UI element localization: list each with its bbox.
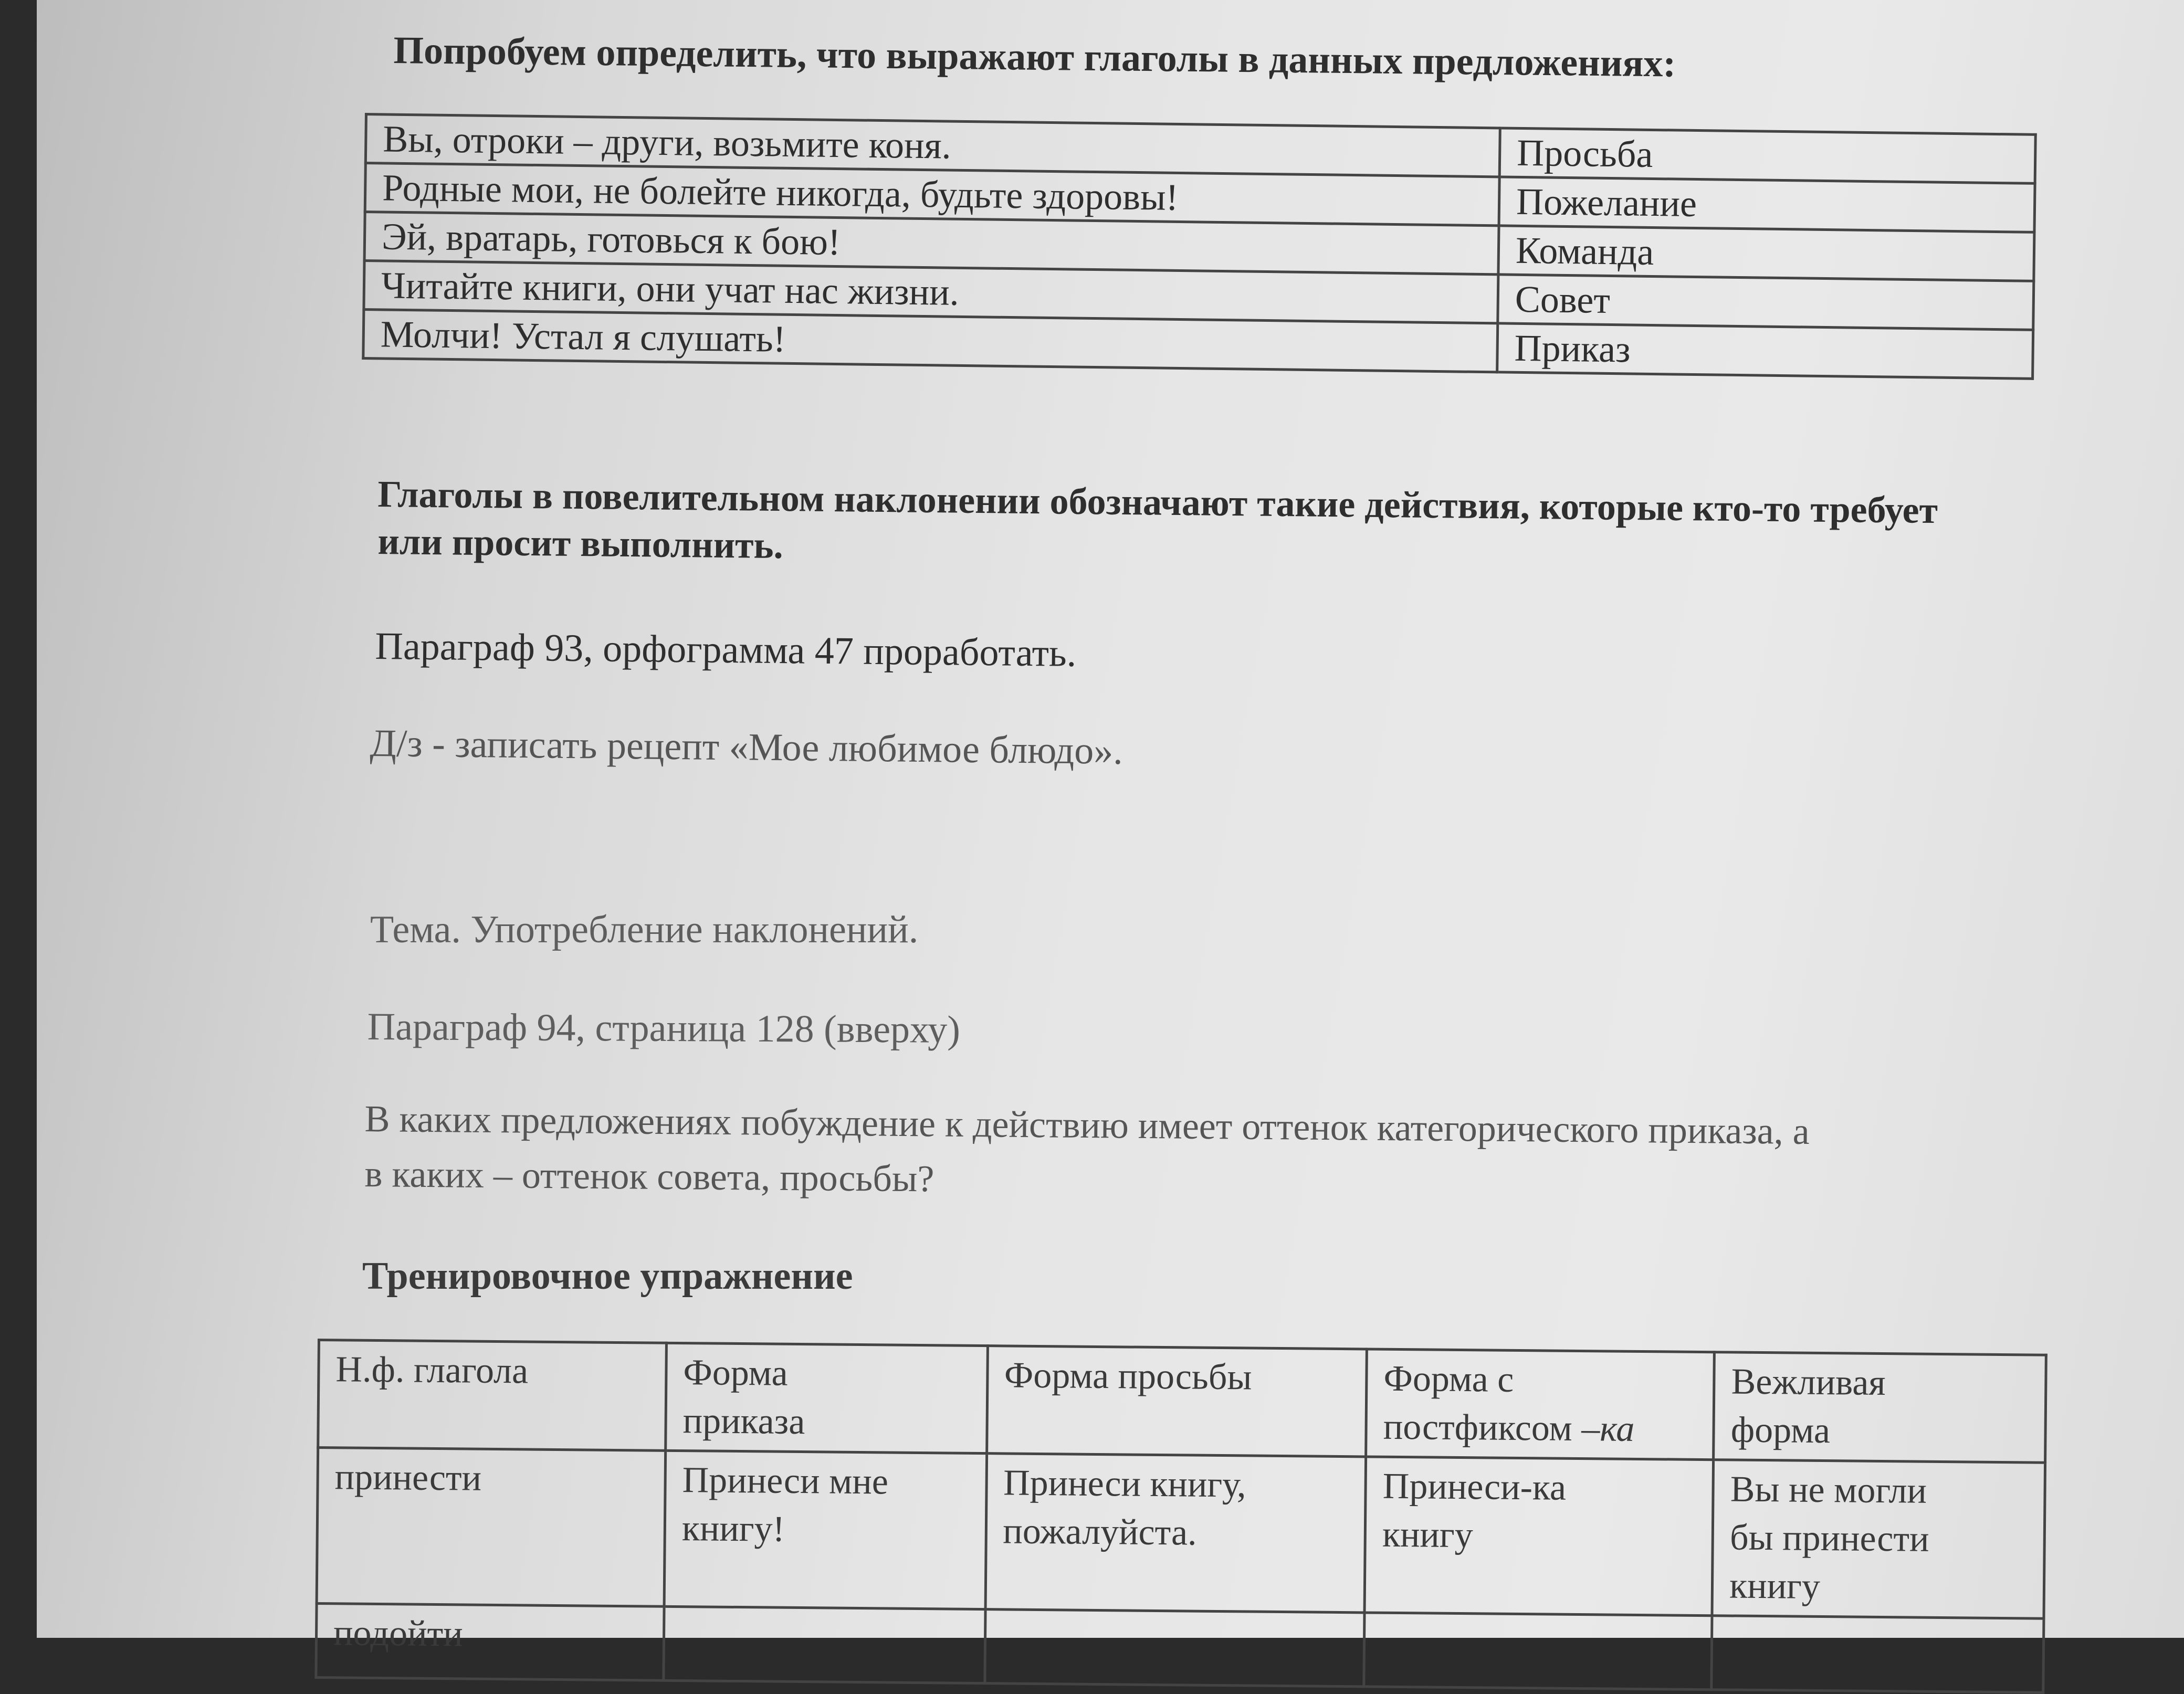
header-command <box>666 1343 988 1453</box>
definition-line-1: Глаголы в повелительном наклонении обозначают такие действия, которые кто-то требует <box>377 472 1938 532</box>
header-postfix-line-1: Форма с <box>1383 1358 1514 1400</box>
request-line-2: пожалуйста. <box>1003 1511 1197 1553</box>
meaning-cell: Команда <box>1498 226 2034 281</box>
postfix-cell <box>1364 1457 1714 1616</box>
sentence-cell: Вы, отроки – други, возьмите коня. <box>365 114 1500 177</box>
verb-meaning-table <box>362 113 2037 380</box>
header-postfix <box>1366 1349 1715 1460</box>
table-row <box>316 1604 2044 1693</box>
header-request: Форма просьбы <box>986 1346 1367 1457</box>
homework-text: Д/з - записать рецепт «Мое любимое блюдо». <box>370 721 1124 773</box>
postfix-line-2: книгу <box>1382 1514 1474 1556</box>
header-command-line-2: приказа <box>682 1401 805 1443</box>
header-postfix-italic: ка <box>1599 1408 1635 1449</box>
exercise-table <box>314 1339 2048 1694</box>
command-line-1: Принеси мне <box>682 1460 889 1502</box>
paragraph-reference: Параграф 94, страница 128 (вверху) <box>367 1005 961 1051</box>
meaning-cell: Приказ <box>1497 323 2033 378</box>
exercise-title: Тренировочное упражнение <box>362 1255 853 1298</box>
polite-cell <box>1712 1460 2045 1619</box>
header-postfix-plain: постфиксом – <box>1383 1406 1600 1449</box>
sentence-cell: Родные мои, не болейте никогда, будьте здоровы! <box>365 163 1499 226</box>
header-polite <box>1714 1352 2046 1463</box>
header-row <box>318 1340 2046 1463</box>
verb-cell: подойти <box>316 1604 664 1681</box>
header-command-line-1: Форма <box>683 1352 788 1394</box>
header-infinitive: Н.ф. глагола <box>318 1340 667 1451</box>
request-cell <box>985 1454 1366 1613</box>
meaning-cell: Пожелание <box>1499 177 2035 232</box>
empty-cell <box>984 1609 1364 1687</box>
request-line-1: Принеси книгу, <box>1003 1462 1246 1506</box>
command-line-2: книгу! <box>681 1508 785 1550</box>
header-polite-line-2: форма <box>1730 1409 1831 1451</box>
empty-cell <box>664 1606 985 1683</box>
intro-heading: Попробуем определить, что выражают глаголы в данных предложениях: <box>393 28 1676 86</box>
command-cell <box>664 1450 986 1609</box>
question-line-2: в каких – оттенок совета, просьбы? <box>364 1152 934 1200</box>
sentence-cell: Читайте книги, они учат нас жизни. <box>364 261 1498 323</box>
table-row <box>317 1448 2045 1619</box>
sentence-cell: Эй, вратарь, готовься к бою! <box>364 212 1499 275</box>
question-line-1: В каких предложениях побуждение к действию имеет оттенок категорического приказа, а <box>364 1097 1810 1153</box>
meaning-cell: Просьба <box>1499 128 2035 183</box>
empty-cell <box>1712 1616 2044 1693</box>
definition-line-2: или просит выполнить. <box>377 520 784 567</box>
topic-text: Тема. Употребление наклонений. <box>370 908 919 951</box>
assignment-text: Параграф 93, орфограмма 47 проработать. <box>375 624 1077 675</box>
meaning-cell: Совет <box>1498 275 2034 330</box>
header-polite-line-1: Вежливая <box>1731 1361 1886 1404</box>
header-postfix-line-2 <box>1383 1403 1697 1454</box>
verb-cell: принести <box>317 1448 666 1607</box>
polite-line-1: Вы не могли <box>1730 1469 1927 1511</box>
sentence-cell: Молчи! Устал я слушать! <box>363 310 1498 372</box>
postfix-line-1: Принеси-ка <box>1382 1466 1567 1508</box>
polite-line-2: бы принести <box>1729 1517 1929 1560</box>
polite-line-3: книгу <box>1729 1565 1821 1607</box>
document-page <box>37 0 2184 1655</box>
empty-cell <box>1364 1613 1712 1690</box>
